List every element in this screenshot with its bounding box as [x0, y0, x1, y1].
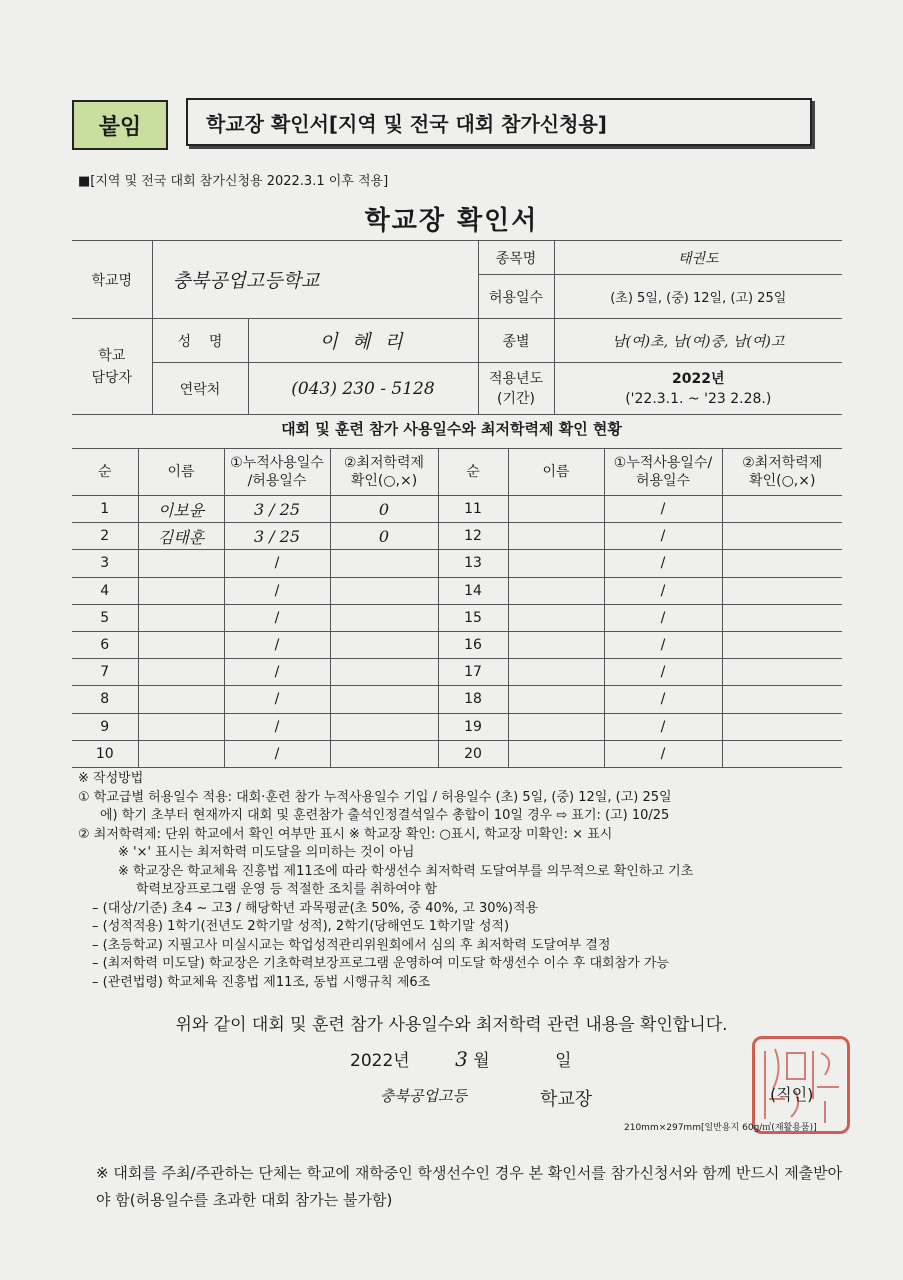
row-no: 5	[72, 604, 138, 631]
row-days-right: /	[604, 604, 722, 631]
name-label: 성 명	[152, 319, 248, 363]
row-days: /	[224, 713, 330, 740]
row-min-right	[722, 577, 842, 604]
applicability-note: ■[지역 및 전국 대회 참가신청용 2022.3.1 이후 적용]	[78, 174, 389, 189]
signer-school: 충북공업고등	[380, 1087, 467, 1105]
col-min-line2: 확인(○,×)	[350, 473, 418, 489]
row-no-right: 15	[438, 604, 508, 631]
note-item: 학력보장프로그램 운영 등 적절한 조치를 취하여야 함	[136, 882, 438, 897]
col-no-right: 순	[438, 449, 508, 496]
row-min-right	[722, 740, 842, 767]
year-period: ('22.3.1. ~ '23 2.28.)	[625, 390, 772, 407]
roster-row	[72, 604, 842, 631]
signer-title: 학교장	[540, 1089, 593, 1110]
col-min-right-line1: ②최저학력제	[742, 455, 823, 471]
col-min-line1: ②최저학력제	[343, 455, 425, 471]
row-name	[138, 659, 224, 686]
row-no: 10	[72, 740, 138, 767]
row-no-right: 16	[438, 631, 508, 658]
col-days-right	[604, 449, 722, 496]
row-name: 김태훈	[138, 523, 224, 550]
footer-note: ※ 대회를 주최/주관하는 단체는 학교에 재학중인 학생선수인 경우 본 확인서를 참가신청서와 함께 반드시 제출받아야 함(허용일수를 초과한 대회 참가는 불가함)	[96, 1164, 843, 1209]
date-day-label: 일	[555, 1051, 572, 1071]
manager-label: 학교 담당자	[72, 319, 152, 415]
signature-date	[350, 1046, 572, 1071]
row-days: /	[224, 577, 330, 604]
row-no-right: 18	[438, 686, 508, 713]
document-title: 학교장 확인서	[364, 206, 539, 236]
col-days-line1: ①누적사용일수	[230, 455, 324, 471]
note-item: ※ 학교장은 학교체육 진흥법 제11조에 따라 학생선수 최저학력 도달여부를 의무적으로 확인하고 기초	[118, 863, 694, 879]
roster-row	[72, 550, 842, 577]
row-no-right: 13	[438, 550, 508, 577]
row-min-right	[722, 550, 842, 577]
row-name	[138, 713, 224, 740]
col-min-right-line2: 확인(○,×)	[749, 473, 816, 489]
allowed-days-value: (초) 5일, (중) 12일, (고) 25일	[554, 275, 842, 319]
year-cell	[554, 363, 842, 415]
row-name	[138, 550, 224, 577]
row-days-right: /	[604, 686, 722, 713]
note-item: 에) 학기 초부터 현재까지 대회 및 훈련참가 출석인정결석일수 총합이 10일 경우 ⇨ 표기: (고) 10/25	[100, 808, 670, 823]
row-name-right	[508, 631, 604, 658]
row-name	[138, 604, 224, 631]
writing-instructions	[78, 770, 848, 992]
row-min	[330, 631, 438, 658]
note-item: ② 최저학력제: 단위 학교에서 확인 여부만 표시 ※ 학교장 확인: ○표시, 학교장 미확인: × 표시	[78, 826, 613, 842]
roster-row	[72, 631, 842, 658]
row-min-right	[722, 659, 842, 686]
row-min: 0	[330, 523, 438, 550]
row-days: /	[224, 550, 330, 577]
roster-row	[72, 686, 842, 713]
row-days-right: /	[604, 577, 722, 604]
row-name-right	[508, 659, 604, 686]
row-no-right: 11	[438, 496, 508, 523]
roster-row	[72, 496, 842, 523]
row-min	[330, 740, 438, 767]
gender-label: 종별	[478, 319, 554, 363]
school-label: 학교명	[72, 241, 152, 319]
row-days-right: /	[604, 496, 722, 523]
status-title: 대회 및 훈련 참가 사용일수와 최저학력제 확인 현황	[281, 420, 622, 438]
roster-row	[72, 713, 842, 740]
seal-label: (직인)	[770, 1085, 814, 1104]
row-no: 6	[72, 631, 138, 658]
row-min	[330, 550, 438, 577]
row-name-right	[508, 523, 604, 550]
row-days-right: /	[604, 713, 722, 740]
roster-table	[72, 448, 842, 768]
row-days-right: /	[604, 550, 722, 577]
row-name-right	[508, 550, 604, 577]
header-title: 학교장 확인서[지역 및 전국 대회 참가신청용]	[186, 98, 812, 146]
row-min: 0	[330, 496, 438, 523]
note-item: – (성적적용) 1학기(전년도 2학기말 성적), 2학기(당해연도 1학기말 성적)	[92, 919, 510, 934]
date-month-label: 월	[473, 1051, 490, 1071]
sport-value: 태권도	[554, 241, 842, 275]
notes-heading: ※ 작성방법	[78, 771, 144, 786]
year-value: 2022년	[672, 370, 725, 387]
note-item: – (최저학력 미도달) 학교장은 기초학력보장프로그램 운영하여 미도달 학생선수 이수 후 대회참가 가능	[92, 956, 669, 971]
row-days-right: /	[604, 523, 722, 550]
row-days: /	[224, 740, 330, 767]
allowed-days-label: 허용일수	[478, 275, 554, 319]
row-days: /	[224, 659, 330, 686]
col-name-right: 이름	[508, 449, 604, 496]
row-min-right	[722, 523, 842, 550]
row-days: /	[224, 686, 330, 713]
roster-row	[72, 523, 842, 550]
row-days: /	[224, 604, 330, 631]
year-label: 적용년도 (기간)	[478, 363, 554, 415]
note-item: – (초등학교) 지필고사 미실시교는 학업성적관리위원회에서 심의 후 최저학력 도달여부 결정	[92, 937, 611, 953]
info-table	[72, 240, 842, 415]
contact-value: (043) 230 - 5128	[248, 363, 478, 415]
row-min	[330, 686, 438, 713]
row-min-right	[722, 713, 842, 740]
col-no: 순	[72, 449, 138, 496]
col-days	[224, 449, 330, 496]
col-days-right-line1: ①누적사용일수/	[613, 455, 713, 471]
row-name	[138, 577, 224, 604]
sport-label: 종목명	[478, 241, 554, 275]
date-month-value: 3	[455, 1047, 468, 1071]
note-item: – (대상/기준) 초4 ~ 고3 / 해당학년 과목평균(초 50%, 중 40%, 고 30%)적용	[92, 900, 539, 916]
row-name-right	[508, 713, 604, 740]
row-name	[138, 631, 224, 658]
row-no-right: 19	[438, 713, 508, 740]
row-no-right: 20	[438, 740, 508, 767]
row-min-right	[722, 496, 842, 523]
row-min	[330, 659, 438, 686]
row-days-right: /	[604, 740, 722, 767]
row-name-right	[508, 686, 604, 713]
row-days: /	[224, 631, 330, 658]
row-no-right: 17	[438, 659, 508, 686]
row-name-right	[508, 604, 604, 631]
note-item: ① 학교급별 허용일수 적용: 대회·훈련 참가 누적사용일수 기입 / 허용일수 (초) 5일, (중) 12일, (고) 25일	[78, 789, 672, 805]
row-no: 8	[72, 686, 138, 713]
row-name	[138, 686, 224, 713]
row-no-right: 14	[438, 577, 508, 604]
col-name: 이름	[138, 449, 224, 496]
gender-value: 남(여)초, 남(여)중, 남(여)고	[554, 319, 842, 363]
row-no: 4	[72, 577, 138, 604]
confirmation-statement: 위와 같이 대회 및 훈련 참가 사용일수와 최저학력 관련 내용을 확인합니다.	[175, 1015, 728, 1035]
row-min-right	[722, 631, 842, 658]
col-min-right	[722, 449, 842, 496]
col-days-right-line2: 허용일수	[635, 473, 691, 489]
row-min	[330, 713, 438, 740]
roster-row	[72, 577, 842, 604]
row-no: 2	[72, 523, 138, 550]
row-name: 이보윤	[138, 496, 224, 523]
row-name-right	[508, 496, 604, 523]
col-days-line2: /허용일수	[247, 473, 307, 489]
paper-spec: 210mm×297mm[일반용지 60g/㎡(재활용품)]	[624, 1123, 817, 1133]
row-days-right: /	[604, 631, 722, 658]
row-min-right	[722, 604, 842, 631]
row-no: 1	[72, 496, 138, 523]
school-value: 충북공업고등학교	[152, 241, 478, 319]
row-name	[138, 740, 224, 767]
row-min	[330, 577, 438, 604]
row-no-right: 12	[438, 523, 508, 550]
attachment-tag: 붙임	[72, 100, 168, 150]
roster-row	[72, 659, 842, 686]
row-days: 3 / 25	[224, 496, 330, 523]
row-no: 3	[72, 550, 138, 577]
note-item: ※ '×' 표시는 최저학력 미도달을 의미하는 것이 아님	[118, 845, 415, 860]
contact-label: 연락처	[152, 363, 248, 415]
date-year: 2022년	[350, 1051, 410, 1071]
row-no: 9	[72, 713, 138, 740]
row-no: 7	[72, 659, 138, 686]
note-item: – (관련법령) 학교체육 진흥법 제11조, 동법 시행규칙 제6조	[92, 974, 431, 990]
row-name-right	[508, 740, 604, 767]
row-name-right	[508, 577, 604, 604]
row-min-right	[722, 686, 842, 713]
row-days: 3 / 25	[224, 523, 330, 550]
name-value: 이 혜 리	[248, 319, 478, 363]
col-min	[330, 449, 438, 496]
roster-row	[72, 740, 842, 767]
row-min	[330, 604, 438, 631]
row-days-right: /	[604, 659, 722, 686]
